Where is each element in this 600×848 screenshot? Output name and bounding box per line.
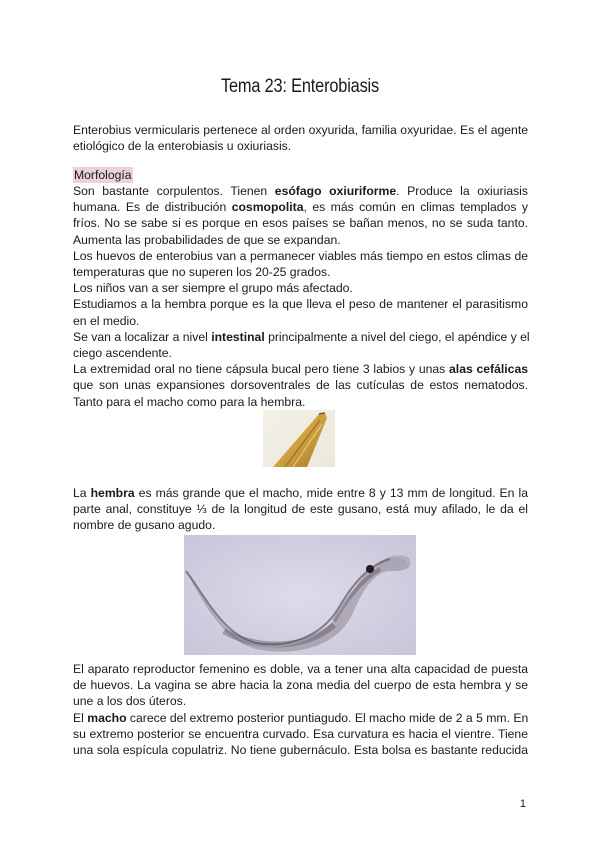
text-line: El macho carece del extremo posterior puntiagudo. El macho mide de 2 a 5 mm. En bbox=[73, 710, 529, 725]
text-line: que son unas expansiones dorsoventrales de las cutículas de estos nematodos. bbox=[73, 378, 528, 393]
text-line: La hembra es más grande que el macho, mide entre 8 y 13 mm de longitud. En la bbox=[73, 486, 528, 500]
bold-term: intestinal bbox=[211, 329, 265, 344]
paragraph-aparato-reproductor bbox=[73, 661, 528, 758]
text-line: El aparato reproductor femenino es doble, va a tener una alta capacidad de puesta bbox=[73, 662, 528, 676]
text-line: de huevos. La vagina se abre hacia la zona media del cuerpo de esta hembra y se bbox=[73, 678, 528, 693]
paragraph-hembra bbox=[73, 485, 528, 534]
page-title: Tema 23: Enterobiasis bbox=[220, 76, 380, 97]
intro-paragraph bbox=[73, 122, 528, 154]
text-line: una sola espícula copulatriz. No tiene gubernáculo. Esta bolsa es bastante reducida bbox=[73, 743, 528, 758]
text-line: Los niños van a ser siempre el grupo más afectado. bbox=[73, 281, 353, 296]
page-number: 1 bbox=[519, 798, 526, 810]
micrograph-female-worm bbox=[184, 535, 416, 655]
bold-term: hembra bbox=[90, 486, 135, 500]
bold-term: macho bbox=[87, 710, 127, 725]
text-line: Se van a localizar a nivel intestinal principalmente a nivel del ciego, el apéndice y el bbox=[73, 329, 530, 344]
text-line: une a los dos úteros. bbox=[73, 694, 187, 709]
text-line: ciego ascendente. bbox=[73, 346, 172, 361]
micrograph-female-worm-image bbox=[184, 535, 416, 655]
text-line: Enterobius vermicularis pertenece al orden oxyurida, familia oxyuridae. Es el agente bbox=[73, 123, 528, 137]
text-line: Tanto para el macho como para la hembra. bbox=[73, 394, 306, 409]
text-line: Aumenta las probabilidades de que se expandan. bbox=[73, 232, 341, 247]
text-line: Estudiamos a la hembra porque es la que lleva el peso de mantener el parasitismo bbox=[73, 297, 528, 312]
text-line: parte anal, constituye ⅓ de la longitud de este gusano, está muy afilado, le da el bbox=[73, 502, 528, 517]
micrograph-cephalic-alae bbox=[263, 410, 335, 467]
text-line: etiológico de la enterobiasis u oxiuriasis. bbox=[73, 139, 292, 154]
micrograph-cephalic-alae-image bbox=[263, 410, 335, 467]
bold-term: esófago oxiuriforme bbox=[274, 184, 397, 198]
text-line: nombre de gusano agudo. bbox=[73, 518, 216, 533]
section-heading-morfologia: Morfología bbox=[74, 168, 132, 182]
text-line: fríos. No se sabe si es porque en esos países se bañan menos, no se suda tanto. bbox=[73, 216, 528, 231]
bold-term: cosmopolita bbox=[231, 200, 304, 215]
text-line: Los huevos de enterobius van a permanecer viables más tiempo en estos climas de bbox=[73, 248, 528, 263]
bold-term: alas cefálicas bbox=[449, 362, 529, 377]
text-line: Son bastante corpulentos. Tienen esófago oxiuriforme. Produce la oxiuriasis bbox=[73, 184, 528, 198]
text-line: su extremo posterior se encuentra curvado. Esa curvatura es hacia el vientre. Tiene bbox=[73, 726, 528, 741]
text-line: temperaturas que no superen los 20-25 grados. bbox=[73, 265, 331, 280]
paragraph-morfologia bbox=[73, 183, 528, 410]
text-line: La extremidad oral no tiene cápsula bucal pero tiene 3 labios y unas alas cefálicas bbox=[73, 362, 529, 377]
text-line: humana. Es de distribución cosmopolita, es más común en climas templados y bbox=[73, 200, 528, 215]
text-line: en el medio. bbox=[73, 313, 140, 328]
